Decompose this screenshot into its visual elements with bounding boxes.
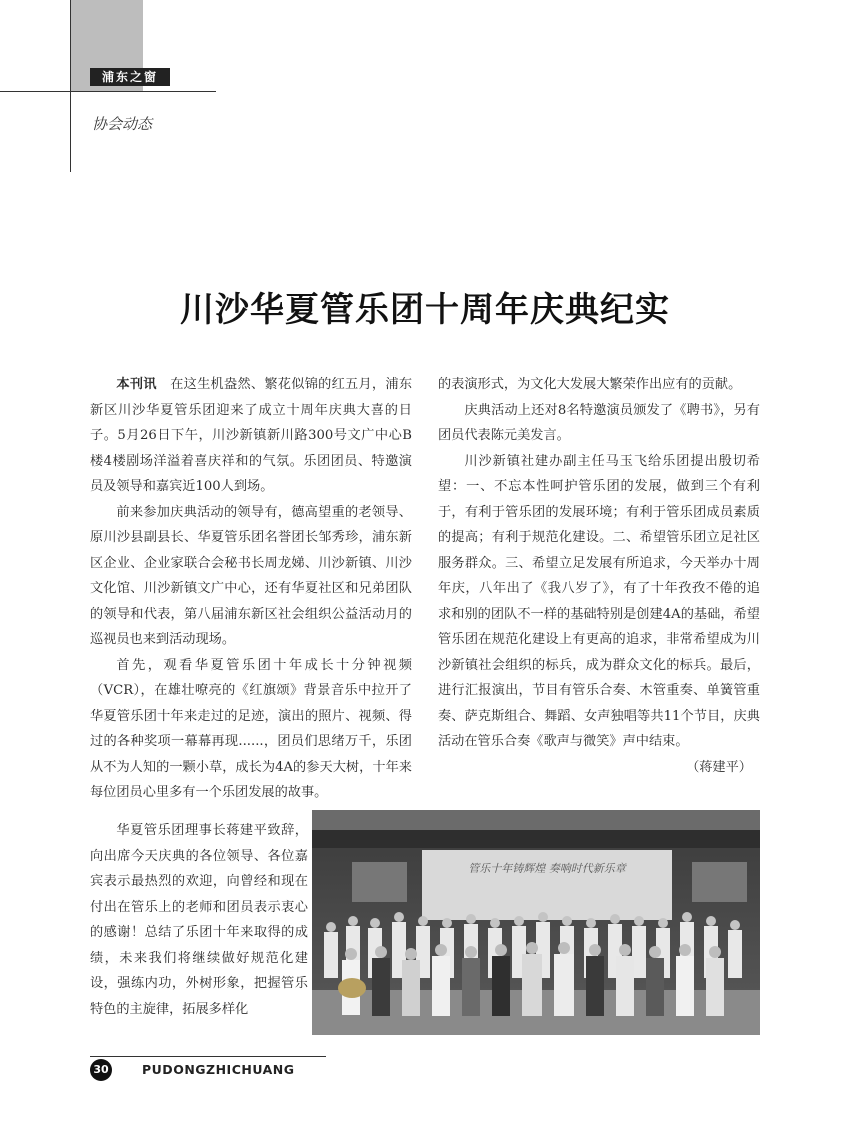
paragraph-6: 川沙新镇社建办副主任马玉飞给乐团提出殷切希望：一、不忘本性呵护管乐团的发展，做到三个有利于，有利于管乐团的发展环境；有利于管乐团成员素质的提高；有利于规范化建设。二、希望管乐团立足社区服务群众。三、希望立足发展有所追求，今天举办十周年庆，八年出了《我八岁了》，有了十年孜孜不倦的追求和别的团队不一样的基础特别是创建4A的基础，希望管乐团在规范化建设上有更高的追求，非常希望成为川沙新镇社会组织的标兵，成为群众文化的标兵。最后，进行汇报演出，节目有管乐合奏、木管重奏、单簧管重奏、萨克斯组合、舞蹈、女声独唱等共11个节目，庆典活动在管乐合奏《歌声与微笑》声中结束。 bbox=[438, 453, 760, 749]
paragraph-5: 庆典活动上还对8名特邀演员颁发了《聘书》，另有团员代表陈元美发言。 bbox=[438, 402, 760, 443]
paragraph-1 bbox=[90, 372, 412, 500]
header-horizontal-rule bbox=[0, 91, 216, 92]
bottom-left-column bbox=[90, 818, 308, 1022]
photo-banner-text: 管乐十年铸辉煌 奏响时代新乐章 bbox=[468, 862, 626, 875]
paragraph-4-continued: 的表演形式，为文化大发展大繁荣作出应有的贡献。 bbox=[438, 377, 742, 392]
paragraph-1-text: 在这生机盎然、繁花似锦的红五月，浦东新区川沙华夏管乐团迎来了成立十周年庆典大喜的日子。5月26日下午，川沙新镇新川路300号文广中心B楼4楼剧场洋溢着喜庆祥和的气氛。乐团团员、特邀演员及领导和嘉宾近100人到场。 bbox=[90, 377, 413, 494]
paragraph-3: 首先，观看华夏管乐团十年成长十分钟视频（VCR），在雄壮嘹亮的《红旗颂》背景音乐中拉开了华夏管乐团十年来走过的足迹，演出的照片、视频、得过的各种奖项一幕幕再现......，团员们思绪万千，乐团从不为人知的一颗小草，成长为4A的参天大树，十年来每位团员心里多有一个乐团发展的故事。 bbox=[90, 657, 412, 800]
magazine-tag: 浦东之窗 bbox=[90, 68, 170, 86]
magazine-name: PUDONGZHICHUANG bbox=[142, 1062, 295, 1077]
section-label: 协会动态 bbox=[92, 115, 153, 133]
paragraph-4: 华夏管乐团理事长蒋建平致辞，向出席今天庆典的各位领导、各位嘉宾表示最热烈的欢迎，向曾经和现在付出在管乐上的老师和团员表示衷心的感谢！总结了乐团十年来取得的成绩，未来我们将继续做好规范化建设，强练内功，外树形象，把握管乐特色的主旋律，拓展多样化 bbox=[90, 823, 308, 1017]
group-photo-image bbox=[312, 810, 760, 1035]
author-byline: （蒋建平） bbox=[686, 759, 752, 775]
left-column bbox=[90, 372, 412, 806]
tuba-instrument bbox=[338, 978, 366, 998]
group-photo bbox=[312, 810, 760, 1035]
paragraph-2: 前来参加庆典活动的领导有，德高望重的老领导、原川沙县副县长、华夏管乐团名誉团长邹秀珍，浦东新区企业、企业家联合会秘书长周龙娣、川沙新镇、川沙文化馆、川沙新镇文广中心，还有华夏社区和兄弟团队的领导和代表，第八届浦东新区社会组织公益活动月的巡视员也来到活动现场。 bbox=[90, 504, 412, 647]
lead-label: 本刊讯 bbox=[116, 377, 157, 392]
article-title: 川沙华夏管乐团十周年庆典纪实 bbox=[180, 290, 670, 330]
right-column bbox=[438, 372, 760, 780]
page-number: 30 bbox=[90, 1059, 112, 1081]
header-vertical-rule bbox=[70, 0, 71, 172]
footer-rule bbox=[90, 1056, 326, 1057]
